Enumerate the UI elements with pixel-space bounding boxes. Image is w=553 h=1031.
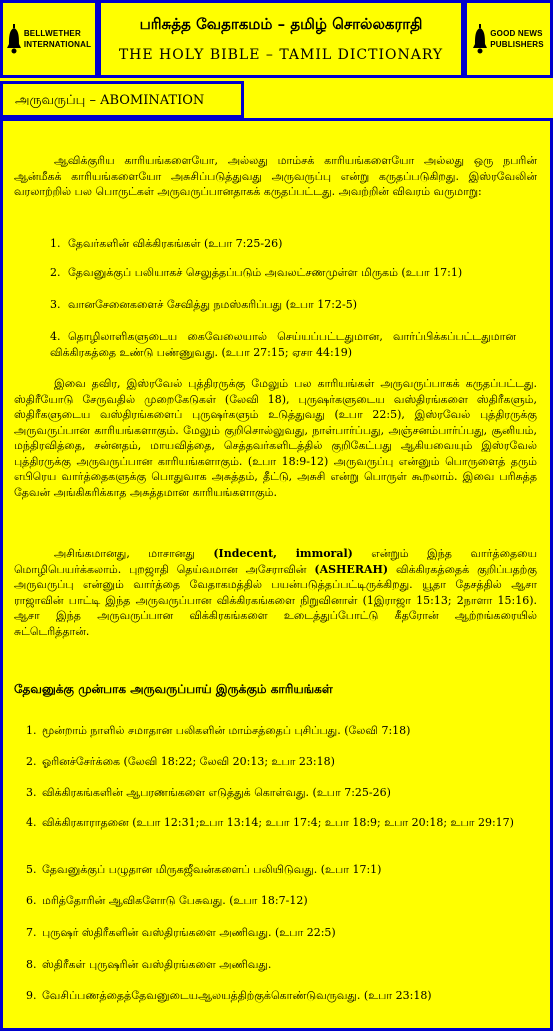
list-text: மூன்றாம் நாளில் சமாதான பலிகளின் மாம்சத்தைப் புசிப்பது. (லேவி 7:18) [42,724,411,737]
intro-paragraph: ஆவிக்குரிய காரியங்களையோ, அல்லது மாம்சக் காரியங்களையோ அல்லது ஒரு நபரின் ஆன்மீகக் காரியங்களையோ அசுசிப்படுத்துவது அருவருப்பு என்று கருதப்படுகிறது. இஸ்ரவேலின் வரலாற்றில் பல பொருட்கள் அருவருப்பானதாகக் கருதப்பட்டது. அவற்றின் விவரம் வருமாறு: [14,154,537,198]
list-number: 2. [26,755,37,768]
list-item [26,785,538,801]
list-text: வானசேனைகளைச் சேவித்து நமஸ்கரிப்பது (உபா 17:2-5) [68,298,357,311]
list-number: 7. [26,926,37,939]
list-text: விக்கிரகங்களின் ஆபரணங்களை எடுத்துக் கொள்வது. (உபா 7:25-26) [42,786,391,799]
paragraph-text: என்றும் இந்த வார்த்தையை மொழிபெயர்க்கலாம். புறஜாதி தெய்வமான அசேராவின் [14,547,537,576]
list-item [50,329,516,360]
list-number: 1. [26,724,37,737]
list-text: தொழிலாளிகளுடைய கைவேலையால் செய்யப்பட்டதுமான, வார்ப்பிக்கப்பட்டதுமான விக்கிரகத்தை உண்டு பண்ணுவது. (உபா 27:15; ஏசா 44:19) [50,330,516,359]
list-item [50,236,516,252]
english-term: (Indecent, immoral) [213,547,353,560]
asherah-paragraph [14,546,537,639]
bellwether-logo-box [0,0,98,78]
list-item [50,265,516,281]
good-news-logo [473,24,544,54]
good-news-logo-box [464,0,553,78]
list-item [26,957,538,973]
section-title: தேவனுக்கு முன்பாக அருவருப்பாய் இருக்கும் காரியங்கள் [14,682,333,696]
entry-heading-box [0,81,244,118]
body-paragraph: இவை தவிர, இஸ்ரவேல் புத்திரருக்கு மேலும் பல காரியங்கள் அருவருப்பாகக் கருதப்பட்டது. ஸ்திரீயோடு சேருவதில் முறைகேடுகள் (லேவி 18), புருஷர்களுடைய வஸ்திரங்களை ஸ்திரீகளும், ஸ்திரீகளுடைய வஸ்திரங்களைப் புருஷர்களும் உடுத்துவது (உபா 22:5), இஸ்ரவேல் புத்திரருக்கு அருவருப்பான காரியங்களாகும். மேலும் குறிசொல்லுவது, நாள்பார்ப்பது, அஞ்சனம்பார்ப்பது, சூனியம், மந்திரவித்தை, சன்னதம், மாயவித்தை, செத்தவர்களிடத்தில் குறிகேட்பது ஆகியவையும் இஸ்ரவேல் புத்திரருக்கு அருவருப்பான காரியங்களாகும். (உபா 18:9-12) அருவருப்பு என்னும் பொருளைத் தரும் எபிரெய வார்த்தைகளுக்கு பொதுவாக அசுத்தம், தீட்டு, அசுசி என்று பொருள் கூறலாம். இவை பரிசுத்த தேவன் அங்கிகரிக்காத அசுத்தமான காரியங்களாகும். [14,377,537,499]
list-text: மரித்தோரின் ஆவிகளோடு பேசுவது. (உபா 18:7-12) [42,894,308,907]
paragraph-text: விக்கிரகத்தைக் குறிப்பதற்கு அருவருப்பு என்னும் வார்த்தை வேதாகமத்தில் பயன்படுத்தப்பட்டிருக்கிறது. யூதா தேசத்தில் ஆசா ராஜாவின் பாட்டி இந்த அருவருப்பான விக்கிரகங்களை நிறுவினாள் (1இராஜா 15:13; 2நாளா 15:16). ஆசா இந்த அருவருப்பான விக்கிரகங்களை உடைத்துப்போட்டு கீதரோன் ஆற்றங்கரையில் சுட்டெரித்தான். [14,562,537,638]
title-box [98,0,464,78]
entry-heading: அருவருப்பு – ABOMINATION [15,93,205,108]
list-number: 1. [50,237,61,250]
list-number: 8. [26,958,37,971]
logo-line1: BELLWETHER [23,29,81,38]
list-number: 4. [50,330,61,343]
list-item [26,815,538,831]
bell-icon [7,24,21,54]
list-text: தேவர்களின் விக்கிரகங்கள் (உபா 7:25-26) [68,237,283,250]
logo-line1: GOOD NEWS [490,29,543,38]
list-text: ஓரினச்சேர்க்கை (லேவி 18:22; லேவி 20:13; உபா 23:18) [42,755,335,768]
list-text: தேவனுக்குப் பழுதான மிருகஜீவன்களைப் பலியிடுவது. (உபா 17:1) [42,863,382,876]
list-text: புருஷர் ஸ்திரீகளின் வஸ்திரங்களை அணிவது. (உபா 22:5) [42,926,336,939]
logo-line2: INTERNATIONAL [23,40,92,49]
english-term: (ASHERAH) [314,562,389,576]
paragraph-text: அசிங்கமானது, மாசானது [54,547,214,560]
list-item [26,893,538,909]
list-number: 3. [26,786,37,799]
logo-line2: PUBLISHERS [490,40,544,49]
list-text: ஸ்திரீகள் புருஷரின் வஸ்திரங்களை அணிவது. [42,958,272,971]
list-number: 3. [50,298,61,311]
list-item [26,988,538,1004]
title-tamil: பரிசுத்த வேதாகமம் – தமிழ் சொல்லகராதி [139,15,423,33]
list-number: 9. [26,989,37,1002]
list-text: தேவனுக்குப் பலியாகச் செலுத்தப்படும் அவலட்சணமுள்ள மிருகம் (உபா 17:1) [68,266,463,279]
list-text: விக்கிரகாராதனை (உபா 12:31;உபா 13:14; உபா 17:4; உபா 18:9; உபா 20:18; உபா 29:17) [42,816,514,829]
list-item [26,754,538,770]
list-number: 2. [50,266,61,279]
list-item [26,925,538,941]
list-item [26,862,538,878]
title-english: THE HOLY BIBLE – TAMIL DICTIONARY [118,47,444,63]
list-item [50,297,516,313]
list-text: வேசிப்பணத்தைத்தேவனுடையஆலயத்திற்குக்கொண்டுவருவது. (உபா 23:18) [42,989,432,1002]
list-number: 4. [26,816,37,829]
list-item [26,723,538,739]
bell-icon [473,24,487,54]
bellwether-logo [7,24,91,54]
list-number: 5. [26,863,37,876]
list-number: 6. [26,894,37,907]
